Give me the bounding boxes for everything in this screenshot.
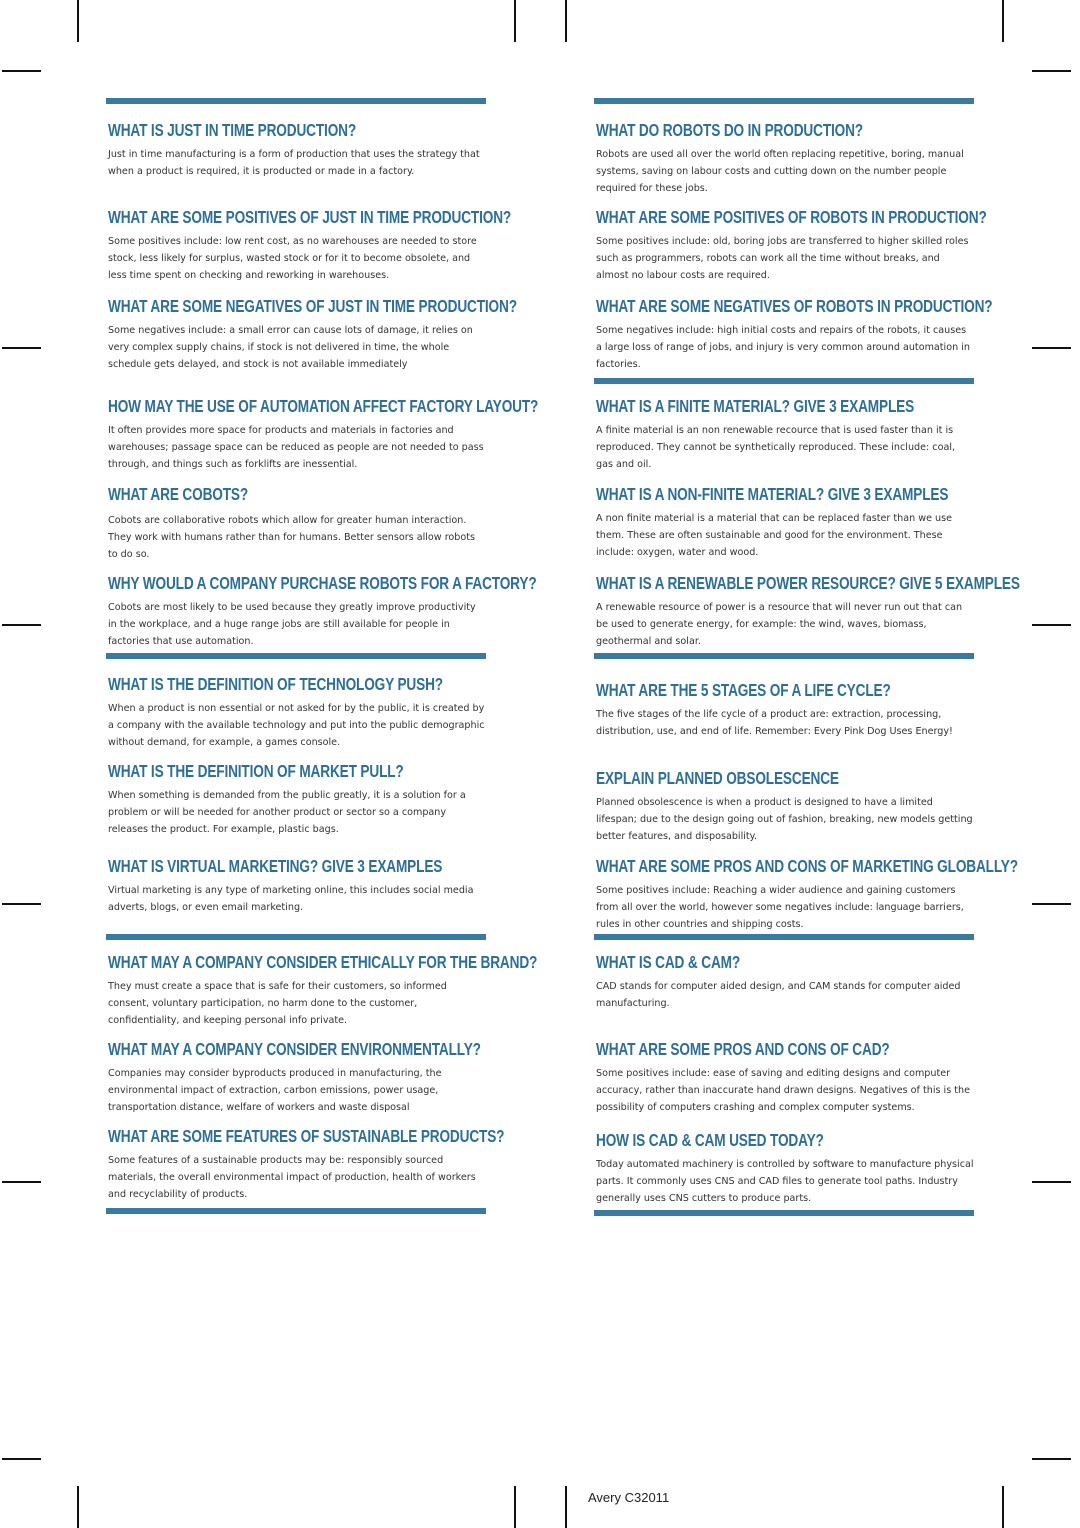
card-bottom-bar — [594, 1210, 974, 1216]
card-text: Companies may consider byproducts produced in manufacturing, the environmental impact of extraction, carbon emissions, power usage, transportation distance, welfare of workers and waste disposal — [108, 1068, 442, 1114]
card-bottom-bar — [106, 934, 486, 940]
card-text: Some negatives include: high initial costs and repairs of the robots, it causes a large loss of range of jobs, and injury is very common around automation in factories. — [596, 325, 970, 371]
card-text: A non finite material is a material that can be replaced faster than we use them. These are often sustainable and good for the environment. These include: oxygen, water and wood. — [596, 513, 953, 559]
crop-mark — [1002, 0, 1004, 42]
card-heading: WHAT ARE THE 5 STAGES OF A LIFE CYCLE? — [596, 680, 891, 700]
card-heading: HOW IS CAD & CAM USED TODAY? — [596, 1130, 824, 1150]
card-text: Some features of a sustainable products may be: responsibly sourced materials, the overall environmental impact of production, health of workers and recyclability of products. — [108, 1155, 476, 1201]
crop-mark — [1032, 1458, 1071, 1460]
card-text: A renewable resource of power is a resource that will never run out that can be used to generate energy, for example: the wind, waves, biomass, geothermal and solar. — [596, 602, 963, 648]
card-text: Some positives include: old, boring jobs are transferred to higher skilled roles such as programmers, robots can work all the time without breaks, and almost no labour costs are required. — [596, 236, 969, 282]
card-text: Cobots are collaborative robots which allow for greater human interaction. They work with humans rather than for humans. Better sensors allow robots to do so. — [108, 515, 476, 561]
crop-mark — [2, 1181, 41, 1183]
card-right-3 — [594, 678, 1018, 940]
card-text: Some positives include: ease of saving and editing designs and computer accuracy, rather than inaccurate hand drawn designs. Negatives of this is the possibility of computers crashing and complex computer systems. — [596, 1068, 970, 1114]
card-heading: WHAT IS JUST IN TIME PRODUCTION? — [108, 120, 357, 140]
card-text: Planned obsolescence is when a product is designed to have a limited lifespan; due to the design going out of fashion, breaking, new models getting better features, and disposability. — [596, 797, 973, 843]
card-left-2 — [106, 394, 539, 659]
card-heading: WHAT ARE COBOTS? — [108, 484, 249, 504]
card-text: The five stages of the life cycle of a product are: extraction, processing, distribution, use, and end of life. Remember: Every Pink Dog Uses Energy! — [596, 709, 953, 738]
crop-mark — [2, 347, 41, 349]
card-heading: EXPLAIN PLANNED OBSOLESCENCE — [596, 768, 839, 788]
card-text: Robots are used all over the world often replacing repetitive, boring, manual systems, saving on labour costs and cutting down on the number people required for these jobs. — [596, 149, 964, 195]
card-bottom-bar — [594, 934, 974, 940]
crop-mark — [2, 624, 41, 626]
crop-mark — [77, 1486, 79, 1528]
card-heading: WHAT IS CAD & CAM? — [596, 952, 741, 972]
crop-mark — [2, 1458, 41, 1460]
card-left-1 — [106, 98, 517, 378]
card-heading: WHAT MAY A COMPANY CONSIDER ETHICALLY FOR THE BRAND? — [108, 952, 538, 972]
card-heading: WHAT ARE SOME PROS AND CONS OF MARKETING GLOBALLY? — [596, 856, 1018, 876]
card-heading: WHAT IS THE DEFINITION OF TECHNOLOGY PUSH? — [108, 674, 443, 694]
card-bottom-bar — [106, 1208, 486, 1214]
card-heading: WHAT ARE SOME POSITIVES OF ROBOTS IN PRODUCTION? — [596, 207, 987, 227]
card-left-4 — [106, 950, 538, 1214]
card-bottom-bar — [594, 378, 974, 384]
card-heading: WHAT IS A RENEWABLE POWER RESOURCE? GIVE 5 EXAMPLES — [596, 573, 1020, 593]
card-left-3 — [106, 672, 486, 940]
card-text: When something is demanded from the public greatly, it is a solution for a problem or will be needed for another product or sector so a company releases the product. For example, plastic bags. — [108, 790, 466, 836]
card-text: They must create a space that is safe for their customers, so informed consent, voluntary participation, no harm done to the customer, confidentiality, and keeping personal info private. — [108, 981, 447, 1027]
card-heading: HOW MAY THE USE OF AUTOMATION AFFECT FACTORY LAYOUT? — [108, 396, 539, 416]
card-text: Some positives include: low rent cost, as no warehouses are needed to store stock, less likely for surplus, wasted stock or for it to become obsolete, and less time spent on checking and reworking in warehouses. — [108, 236, 477, 282]
card-text: Some positives include: Reaching a wider audience and gaining customers from all over the world, however some negatives include: language barriers, rules in other countries and shipping costs. — [596, 885, 964, 931]
card-right-1 — [594, 98, 993, 384]
crop-mark — [77, 0, 79, 42]
crop-mark — [565, 1486, 567, 1528]
crop-mark — [1002, 1486, 1004, 1528]
card-right-2 — [594, 394, 1020, 659]
product-code-label: Avery C32011 — [588, 1490, 670, 1505]
card-text: Today automated machinery is controlled by software to manufacture physical parts. It commonly uses CNS and CAD files to generate tool paths. Industry generally uses CNS cutters to produce parts. — [596, 1159, 974, 1205]
crop-mark — [514, 0, 516, 42]
card-right-4 — [594, 950, 974, 1216]
card-text: CAD stands for computer aided design, and CAM stands for computer aided manufacturing. — [596, 981, 961, 1010]
crop-mark — [2, 70, 41, 72]
card-top-bar — [106, 98, 486, 104]
card-heading: WHAT MAY A COMPANY CONSIDER ENVIRONMENTALLY? — [108, 1039, 481, 1059]
card-top-bar — [594, 98, 974, 104]
card-heading: WHAT DO ROBOTS DO IN PRODUCTION? — [596, 120, 863, 140]
card-heading: WHAT ARE SOME PROS AND CONS OF CAD? — [596, 1039, 890, 1059]
card-heading: WHY WOULD A COMPANY PURCHASE ROBOTS FOR A FACTORY? — [108, 573, 537, 593]
crop-mark — [514, 1486, 516, 1528]
crop-mark — [565, 0, 567, 42]
card-heading: WHAT IS THE DEFINITION OF MARKET PULL? — [108, 761, 404, 781]
card-text: It often provides more space for products and materials in factories and warehouses; passage space can be reduced as people are not needed to pass through, and things such as forklifts are inessential. — [108, 425, 484, 471]
card-text: Cobots are most likely to be used because they greatly improve productivity in the workplace, and a huge range jobs are still available for people in factories that use automation. — [108, 602, 476, 648]
card-text: A finite material is an non renewable recource that is used faster than it is reproduced. They cannot be synthetically reproduced. These include: coal, gas and oil. — [596, 425, 956, 471]
card-text: Some negatives include: a small error can cause lots of damage, it relies on very complex supply chains, if stock is not delivered in time, the whole schedule gets delayed, and stock is not available immediately — [108, 325, 473, 371]
card-heading: WHAT ARE SOME POSITIVES OF JUST IN TIME PRODUCTION? — [108, 207, 512, 227]
card-text: Virtual marketing is any type of marketing online, this includes social media adverts, blogs, or even email marketing. — [108, 885, 474, 914]
card-bottom-bar — [106, 653, 486, 659]
card-heading: WHAT IS A NON-FINITE MATERIAL? GIVE 3 EXAMPLES — [596, 484, 949, 504]
card-heading: WHAT ARE SOME NEGATIVES OF JUST IN TIME PRODUCTION? — [108, 296, 517, 316]
card-text: When a product is non essential or not asked for by the public, it is created by a company with the available technology and put into the public demographic without demand, for example, a games console. — [108, 703, 485, 749]
card-heading: WHAT ARE SOME FEATURES OF SUSTAINABLE PRODUCTS? — [108, 1126, 505, 1146]
crop-mark — [2, 903, 41, 905]
crop-mark — [1032, 70, 1071, 72]
card-heading: WHAT ARE SOME NEGATIVES OF ROBOTS IN PRODUCTION? — [596, 296, 993, 316]
card-text: Just in time manufacturing is a form of production that uses the strategy that when a product is required, it is producted or made in a factory. — [108, 149, 480, 178]
card-heading: WHAT IS A FINITE MATERIAL? GIVE 3 EXAMPLES — [596, 396, 915, 416]
card-bottom-bar — [594, 653, 974, 659]
card-heading: WHAT IS VIRTUAL MARKETING? GIVE 3 EXAMPLES — [108, 856, 443, 876]
